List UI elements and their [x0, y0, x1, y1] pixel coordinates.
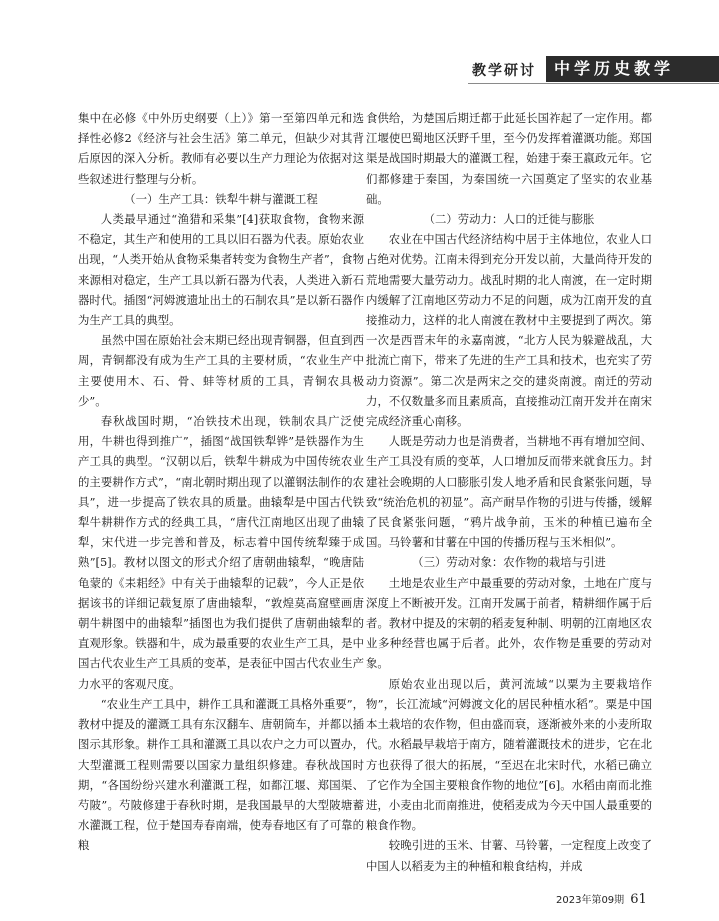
- page-footer: [556, 891, 647, 907]
- paragraph: 较晚引进的玉米、甘薯、马铃薯，一定程度上改变了中国人以稻麦为主的种植和粮食结构，并成: [366, 838, 652, 873]
- paragraph: 农业在中国古代经济结构中居于主体地位，农业人口占绝对优势。江南未得到充分开发以前，大量尚待开发的荒地需要大量劳动力。战乱时期的北人南渡，在一定时期内缓解了江南地区劳动力不足的问题，成为江南开发的直接推动力，这样的北人南渡在教材中主要提到了两次。第一次是西晋末年的永嘉南渡，“北方人民为躲避战乱，大批流亡南下，带来了先进的生产工具和技术，也充实了劳动力资源”。第二次是两宋之交的建炎南渡。南迁的劳动力，不仅数量多而且素质高，直接推动江南开发并在南宋完成经济重心南移。: [366, 232, 652, 429]
- journal-title: 中学历史教学: [546, 56, 719, 82]
- header-rule: [468, 83, 719, 84]
- paragraph: 土地是农业生产中最重要的劳动对象，土地在广度与深度上不断被开发。江南开发属于前者，精耕细作属于后者。教材中提及的宋朝的稻麦复种制、明朝的江南地区农业多种经营也属于后者。此外，农作物是重要的劳动对象。: [366, 575, 652, 671]
- subsection-heading: （一）生产工具：铁犁牛耕与灌溉工程: [124, 191, 318, 206]
- page-number: 61: [630, 892, 647, 907]
- paragraph: 食供给，为楚国后期迁都于此延长国祚起了一定作用。都江堰使巴蜀地区沃野千里，至今仍发挥着灌溉功能。郑国渠是战国时期最大的灌溉工程，始建于秦王嬴政元年。它们都修建于秦国，为秦国统一六国奠定了坚实的农业基础。: [366, 111, 652, 206]
- paragraph: 春秋战国时期，“冶铁技术出现，铁制农具广泛使用，牛耕也得到推广”，插图“战国铁犁铧”是铁器作为生产工具的典型。“汉朝以后，铁犁牛耕成为中国传统农业的主要耕作方式”，“南北朝时期出现了以灌钢法制作的农具”，进一步提高了铁农具的质量。曲辕犁是中国古代铁犁牛耕耕作方式的经典工具，“唐代江南地区出现了曲辕犁，宋代进一步完善和普及，标志着中国传统犁臻于成熟”[5]。教材以图文的形式介绍了唐朝曲辕犁，“晚唐陆龟蒙的《耒耜经》中有关于曲辕犁的记载”，今人正是依据该书的详细记载复原了唐曲辕犁，“敦煌莫高窟壁画唐朝牛耕图中的曲辕犁”插图也为我们提供了唐朝曲辕犁的直观形象。铁器和牛，成为最重要的农业生产工具，是中国古代农业生产工具质的变革，是表征中国古代农业生产力水平的客观尺度。: [78, 414, 364, 691]
- subsection-heading: （二）劳动力：人口的迁徙与膨胀: [423, 212, 595, 227]
- issue-label: 2023年第09期: [556, 895, 625, 906]
- paragraph: 虽然中国在原始社会末期已经出现青铜器，但直到西周，青铜都没有成为生产工具的主要材质，“农业生产中主要使用木、石、骨、蚌等材质的工具，青铜农具极少”。: [78, 333, 364, 408]
- right-column: [366, 108, 652, 876]
- paragraph: 原始农业出现以后，黄河流域“以粟为主要栽培作物”，长江流域“河姆渡文化的居民种植水稻”。粟是中国本土栽培的农作物，但由盛而衰，逐渐被外来的小麦所取代。水稻最早栽培于南方，随着灌溉技术的进步，它在北方也获得了很大的拓展，“至迟在北宋时代，水稻已确立了它作为全国主要粮食作物的地位”[6]。水稻由南而北推进，小麦由北而南推进，使稻麦成为今天中国人最重要的粮食作物。: [366, 676, 652, 833]
- paragraph: “农业生产工具中，耕作工具和灌溉工具格外重要”，教材中提及的灌溉工具有东汉翻车、唐朝筒车，并都以插图示其形象。耕作工具和灌溉工具以农户之力可以置办，大型灌溉工程则需要以国家力量组织修建。春秋战国时期，“各国纷纷兴建水利灌溉工程，如都江堰、郑国渠、芍陂”。芍陂修建于春秋时期，是我国最早的大型陂塘蓄水灌溉工程，位于楚国寿春南端，使寿春地区有了可靠的粮: [78, 696, 364, 853]
- paragraph: 人既是劳动力也是消费者，当耕地不再有增加空间、生产工具没有质的变革，人口增加反而带来就食压力。封建社会晚期的人口膨胀引发人地矛盾和民食紧张问题，导致“统治危机的初显”。高产耐旱作物的引进与传播，缓解了民食紧张问题，“鸦片战争前，玉米的种植已遍布全国。马铃薯和甘薯在中国的传播历程与玉米相似”。: [366, 434, 652, 550]
- running-header: [468, 56, 719, 86]
- left-column: [78, 108, 364, 856]
- paragraph: 集中在必修《中外历史纲要（上）》第一至第四单元和选择性必修2《经济与社会生活》第二单元，但缺少对其背后原因的深入分析。教师有必要以生产力理论为依据对这些叙述进行整理与分析。: [78, 111, 364, 186]
- section-label: 教学研讨: [472, 63, 536, 79]
- paragraph: 人类最早通过“渔猎和采集”[4]获取食物，食物来源不稳定，其生产和使用的工具以旧石器为代表。原始农业出现，“人类开始从食物采集者转变为食物生产者”，食物来源相对稳定，生产工具以新石器为代表，人类进入新石器时代。插图“河姆渡遗址出土的石制农具”是以新石器作为生产工具的典型。: [78, 212, 364, 328]
- subsection-heading: （三）劳动对象：农作物的栽培与引进: [412, 555, 606, 570]
